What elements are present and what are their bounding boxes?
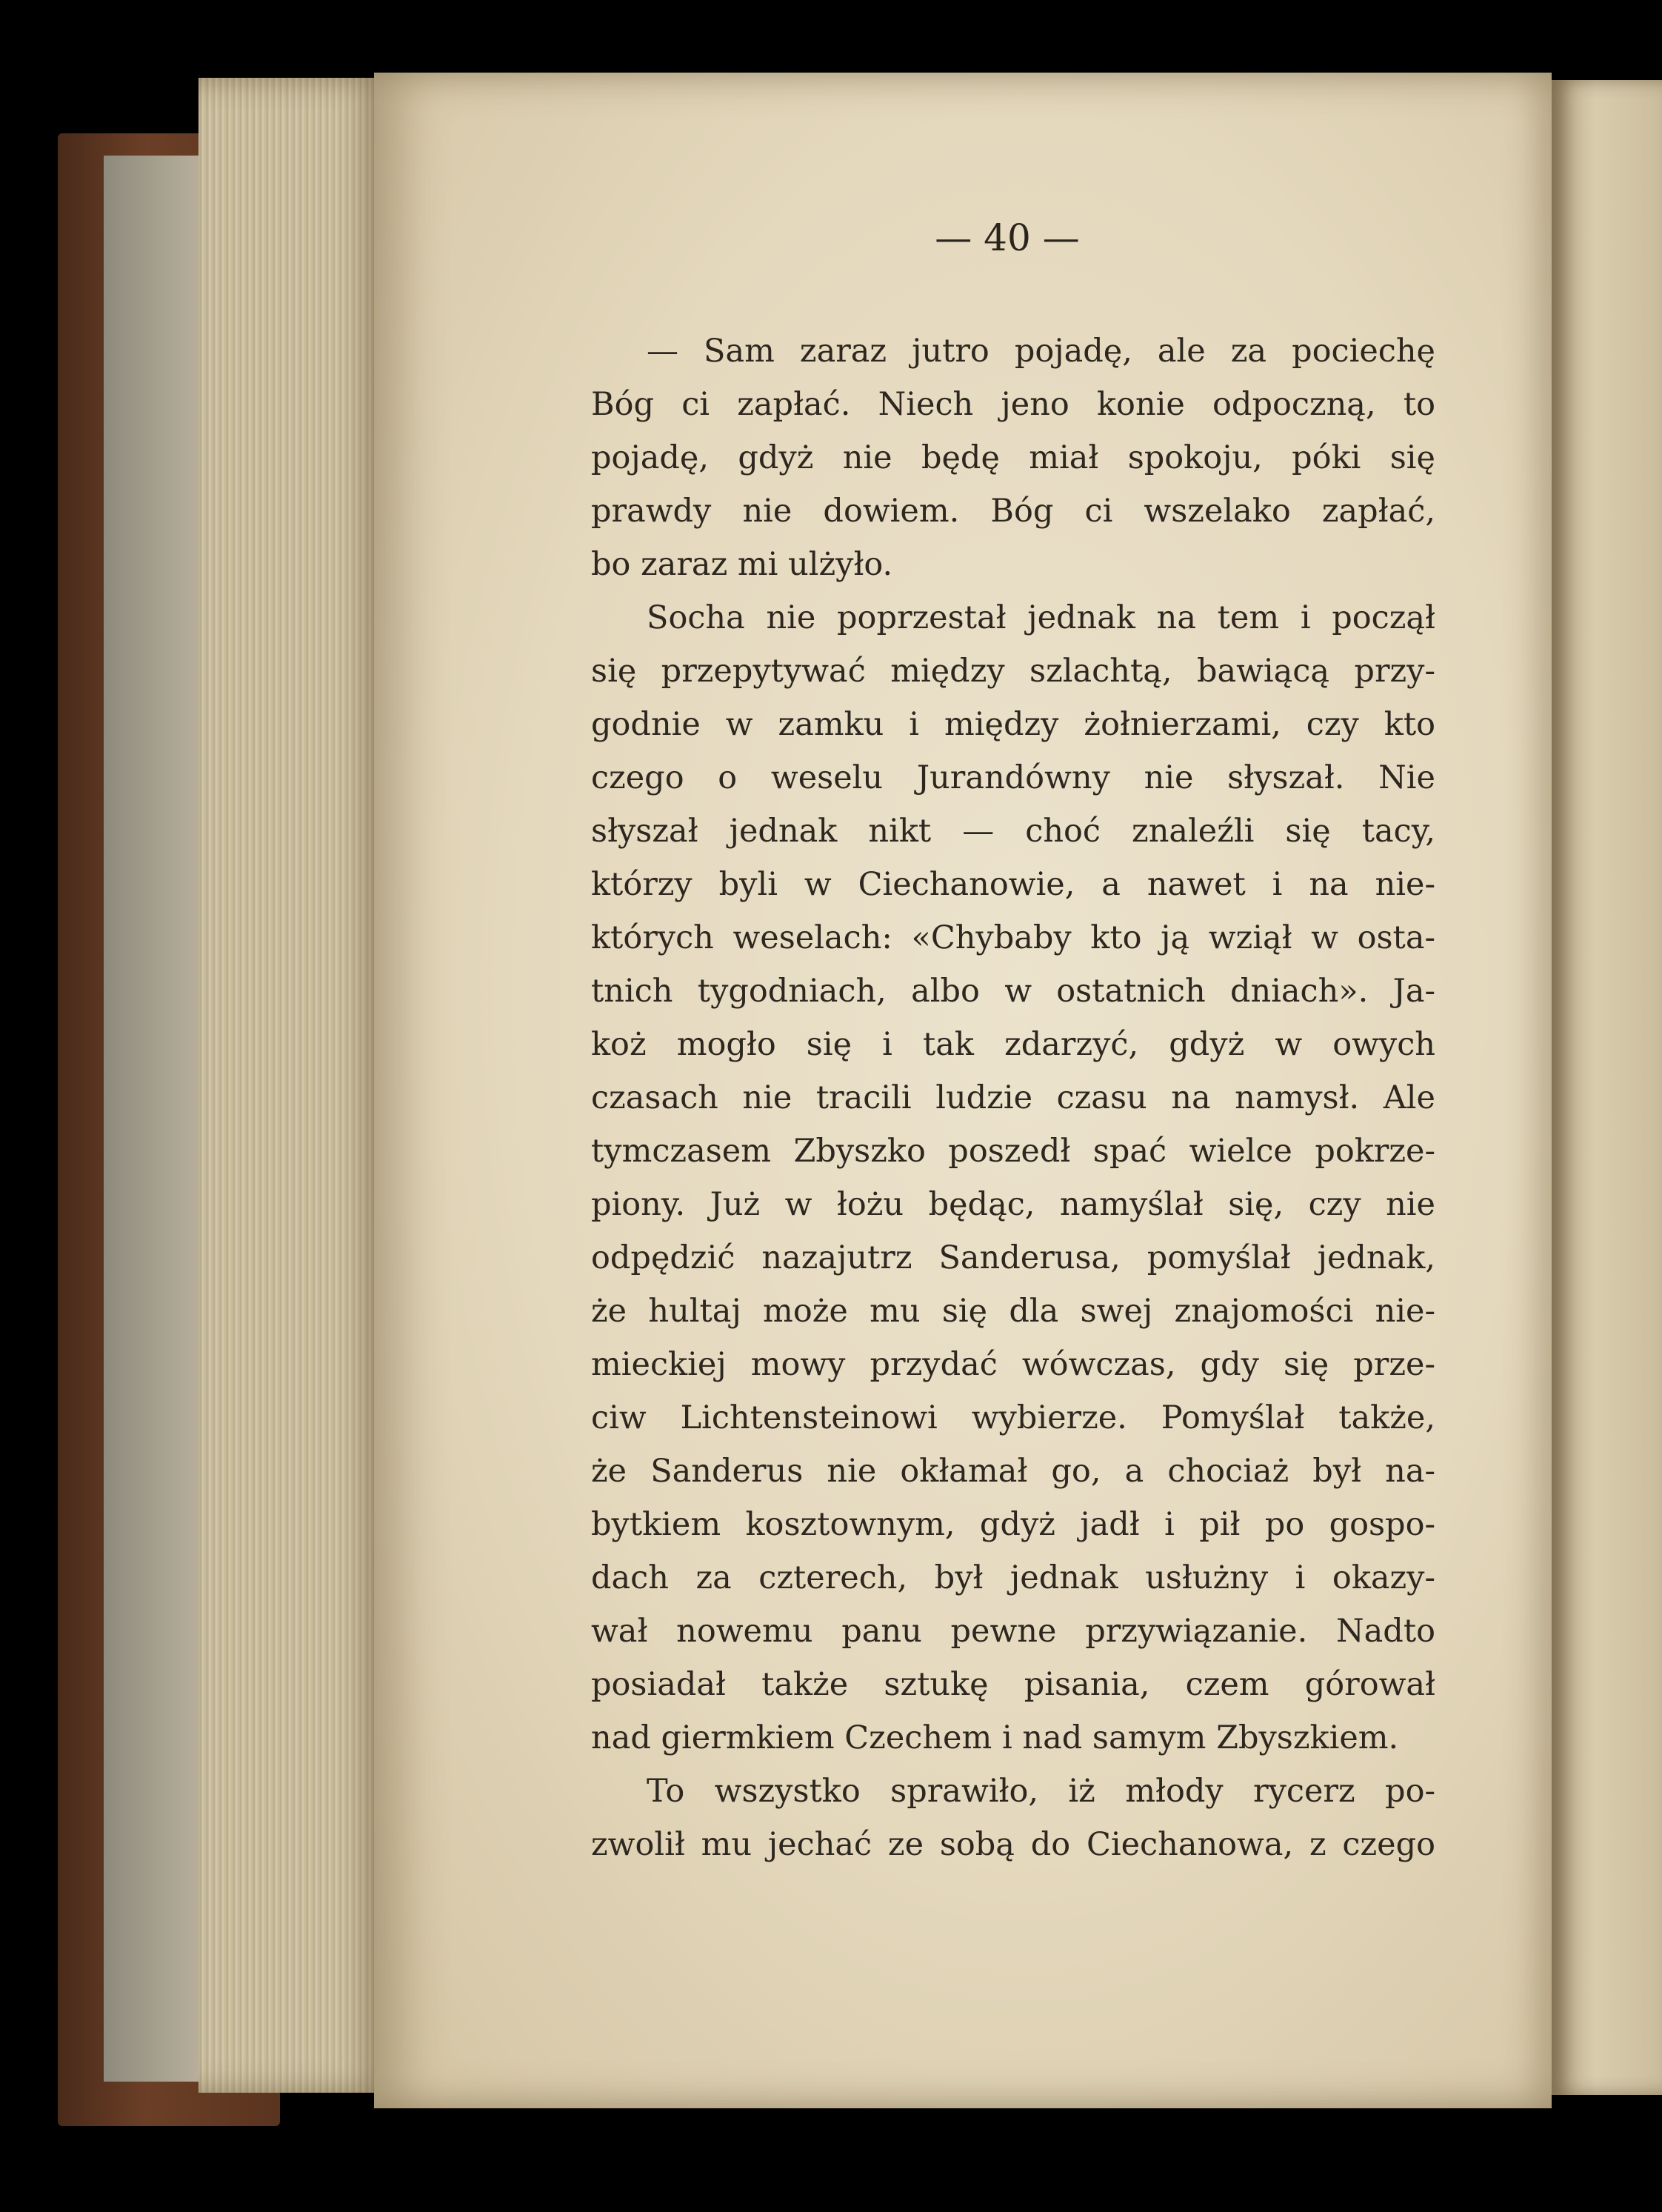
facing-page-edge: [1552, 80, 1662, 2095]
text-line: piony. Już w łożu będąc, namyślał się, czy nie: [591, 1186, 1435, 1223]
text-line: godnie w zamku i między żołnierzami, czy kto: [591, 706, 1435, 743]
text-line: tymczasem Zbyszko poszedł spać wielce pokrze-: [591, 1133, 1435, 1170]
text-line: To wszystko sprawiło, iż młody rycerz po-: [647, 1773, 1435, 1810]
text-line: ciw Lichtensteinowi wybierze. Pomyślał także,: [591, 1399, 1435, 1436]
text-line: zwolił mu jechać ze sobą do Ciechanowa, z czego: [591, 1826, 1435, 1863]
text-line: bo zaraz mi ulżyło.: [591, 546, 893, 583]
text-line: tnich tygodniach, albo w ostatnich dniach». Ja-: [591, 973, 1435, 1010]
text-line: prawdy nie dowiem. Bóg ci wszelako zapłać,: [591, 493, 1435, 530]
text-line: którzy byli w Ciechanowie, a nawet i na nie-: [591, 866, 1435, 903]
text-line: się przepytywać między szlachtą, bawiącą przy-: [591, 653, 1435, 690]
text-line: czasach nie tracili ludzie czasu na namysł. Ale: [591, 1079, 1435, 1116]
text-line: że Sanderus nie okłamał go, a chociaż był na-: [591, 1453, 1435, 1490]
text-line: że hultaj może mu się dla swej znajomości nie-: [591, 1293, 1435, 1330]
text-line: dach za czterech, był jednak usłużny i okazy-: [591, 1559, 1435, 1596]
page-edges: [198, 78, 391, 2093]
text-line: mieckiej mowy przydać wówczas, gdy się prze-: [591, 1346, 1435, 1383]
text-line: czego o weselu Jurandówny nie słyszał. Nie: [591, 759, 1435, 796]
text-line: nad giermkiem Czechem i nad samym Zbyszkiem.: [591, 1719, 1399, 1756]
text-line: pojadę, gdyż nie będę miał spokoju, póki się: [591, 439, 1435, 476]
text-line: — Sam zaraz jutro pojadę, ale za pociechę: [647, 333, 1435, 370]
page-body-text: [591, 324, 1435, 1871]
text-line: posiadał także sztukę pisania, czem górował: [591, 1666, 1435, 1703]
text-line: koż mogło się i tak zdarzyć, gdyż w owych: [591, 1026, 1435, 1063]
text-line: Bóg ci zapłać. Niech jeno konie odpoczną, to: [591, 386, 1435, 423]
text-line: wał nowemu panu pewne przywiązanie. Nadto: [591, 1613, 1435, 1650]
text-line: słyszał jednak nikt — choć znaleźli się tacy,: [591, 813, 1435, 850]
page-number-header: — 40 —: [935, 216, 1080, 259]
text-line: odpędzić nazajutrz Sanderusa, pomyślał jednak,: [591, 1239, 1435, 1276]
text-line: Socha nie poprzestał jednak na tem i począł: [647, 599, 1435, 636]
text-line: bytkiem kosztownym, gdyż jadł i pił po gospo-: [591, 1506, 1435, 1543]
text-line: których weselach: «Chybaby kto ją wziął w osta-: [591, 919, 1435, 956]
